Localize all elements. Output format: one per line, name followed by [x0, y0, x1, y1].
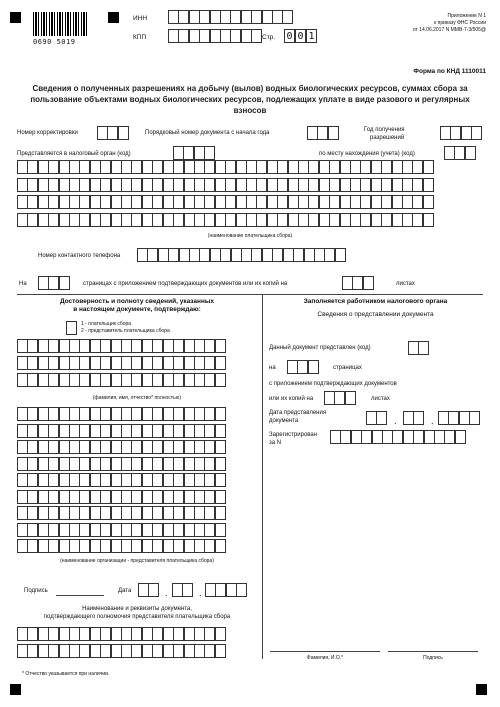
payer-name-row[interactable] — [17, 195, 433, 209]
submitted-year-field[interactable] — [438, 411, 480, 425]
kpp-field[interactable] — [168, 29, 262, 43]
column-divider — [262, 294, 263, 659]
pages-suffix-label: листах — [396, 281, 415, 287]
right-heading: Заполняется работником налогового органа — [303, 298, 448, 305]
signer-option-1: 1 - плательщик сбора — [81, 321, 132, 327]
permit-year-label-2: разрешений — [370, 135, 405, 141]
appendix-line-3: от 14.06.2017 N ММВ-7-3/505@ — [412, 27, 486, 33]
corner-marker-bottom-right — [476, 684, 487, 695]
section-divider — [17, 294, 483, 295]
pages-label: страницах — [333, 365, 362, 371]
submitted-code-field[interactable] — [408, 341, 429, 355]
corner-marker-top-left — [10, 12, 21, 23]
representative-org-row[interactable] — [17, 457, 225, 471]
sheets-count-field[interactable] — [342, 276, 373, 290]
date-submitted-label-1: Дата представления — [269, 410, 327, 416]
inn-label: ИНН — [133, 15, 148, 22]
authority-document-row[interactable] — [17, 627, 225, 641]
title-line-2: пользование объектами водных биологических ресурсов, подлежащих уплате в виде разового и регулярных — [30, 95, 470, 104]
signature-label: Подпись — [24, 588, 48, 594]
sign-label: Подпись — [423, 655, 443, 661]
doc-sequence-field[interactable] — [307, 126, 338, 140]
representative-org-row[interactable] — [17, 523, 225, 537]
payer-name-caption: (наименование плательщика сбора) — [207, 233, 293, 239]
submitted-code-label: Данный документ представлен (код) — [269, 345, 371, 351]
fio-caption: (фамилия, имя, отчество* полностью) — [92, 395, 182, 401]
right-subheading: Сведения о представлении документа — [317, 311, 434, 318]
kpp-label: КПП — [133, 34, 147, 41]
sheets-label: листах — [371, 396, 390, 402]
location-label: по месту нахождения (учета) (код) — [319, 151, 415, 157]
doc-name-label-2: подтверждающего полномочия представителя плательщика сбора — [43, 614, 231, 620]
pages-prefix-label: На — [19, 281, 27, 287]
left-heading-1: Достоверность и полноту сведений, указанных — [59, 298, 215, 305]
registered-label-1: Зарегистрирован — [269, 432, 318, 438]
date-label: Дата — [118, 588, 132, 594]
date-day-field[interactable] — [138, 583, 159, 597]
phone-label: Номер контактного телефона — [38, 253, 121, 259]
signature-line[interactable] — [56, 595, 104, 596]
payer-name-row[interactable] — [17, 213, 433, 227]
corner-marker-top-center — [108, 12, 119, 23]
permit-year-label-1: Год получения — [364, 127, 405, 133]
representative-org-row[interactable] — [17, 424, 225, 438]
payer-name-row[interactable] — [17, 178, 433, 192]
registered-label-2: за N — [269, 440, 282, 446]
representative-org-row[interactable] — [17, 440, 225, 454]
signer-fio-row[interactable] — [17, 373, 225, 387]
date-year-field[interactable] — [205, 583, 247, 597]
date-month-field[interactable] — [172, 583, 193, 597]
inn-field[interactable] — [168, 10, 293, 24]
doc-sequence-label: Порядковый номер документа с начала года — [145, 130, 270, 136]
page-digit-1: 0 — [284, 29, 295, 43]
representative-org-row[interactable] — [17, 539, 225, 553]
copies-on-label: или их копий на — [269, 396, 314, 402]
right-sheets-field[interactable] — [324, 391, 355, 405]
registration-number-field[interactable] — [330, 430, 465, 444]
signer-fio-row[interactable] — [17, 356, 225, 370]
submitted-separator-2: . — [431, 416, 434, 426]
date-separator-1: . — [165, 588, 168, 598]
pages-count-field[interactable] — [38, 276, 69, 290]
corner-marker-bottom-left — [10, 684, 21, 695]
pages-middle-label: страницах с приложением подтверждающих документов или их копий на — [83, 281, 288, 287]
appendix-line-2: к приказу ФНС России — [434, 20, 486, 26]
title-line-1: Сведения о полученных разрешениях на добычу (вылов) водных биологических ресурсов, суммах сбора за — [32, 84, 468, 93]
footnote: * Отчество указывается при наличии. — [22, 671, 110, 677]
authority-document-row[interactable] — [17, 644, 225, 658]
tax-authority-label: Представляется в налоговый орган (код) — [17, 151, 131, 157]
submitted-day-field[interactable] — [366, 411, 387, 425]
correction-number-label: Номер корректировки — [17, 130, 78, 136]
title-line-3: взносов — [233, 106, 267, 115]
tax-authority-field[interactable] — [173, 146, 215, 160]
left-heading-2: в настоящем документе, подтверждаю: — [73, 306, 201, 313]
page-digit-2: 0 — [295, 29, 306, 43]
page-label: Стр. — [262, 34, 276, 41]
phone-field[interactable] — [137, 248, 345, 262]
signer-type-field[interactable] — [66, 321, 76, 335]
correction-number-field[interactable] — [97, 126, 128, 140]
signer-fio-row[interactable] — [17, 339, 225, 353]
permit-year-field[interactable] — [440, 126, 482, 140]
representative-org-row[interactable] — [17, 490, 225, 504]
barcode-number: 0690 5019 — [33, 38, 76, 46]
representative-org-row[interactable] — [17, 473, 225, 487]
fio-signature-line[interactable] — [270, 651, 380, 652]
representative-org-row[interactable] — [17, 407, 225, 421]
submitted-separator-1: . — [394, 416, 397, 426]
payer-name-row[interactable] — [17, 160, 433, 174]
page-digit-3: 1 — [306, 29, 317, 43]
submitted-month-field[interactable] — [403, 411, 424, 425]
on-label: на — [269, 365, 276, 371]
right-pages-field[interactable] — [287, 360, 318, 374]
appendix-line-1: Приложение N 1 — [447, 13, 486, 19]
barcode — [33, 12, 87, 36]
org-caption: (наименование организации - представителя плательщика сбора) — [60, 558, 214, 564]
representative-org-row[interactable] — [17, 506, 225, 520]
location-field[interactable] — [444, 146, 475, 160]
date-separator-2: . — [199, 588, 202, 598]
signer-option-2: 2 - представитель плательщика сбора — [81, 328, 170, 334]
form-code: Форма по КНД 1110011 — [413, 68, 486, 75]
with-docs-label: с приложением подтверждающих документов — [269, 381, 397, 387]
date-submitted-label-2: документа — [269, 418, 299, 424]
doc-name-label-1: Наименование и реквизиты документа, — [82, 606, 192, 612]
fio-label: Фамилия, И.О.* — [306, 655, 344, 661]
employee-signature-line[interactable] — [388, 651, 478, 652]
